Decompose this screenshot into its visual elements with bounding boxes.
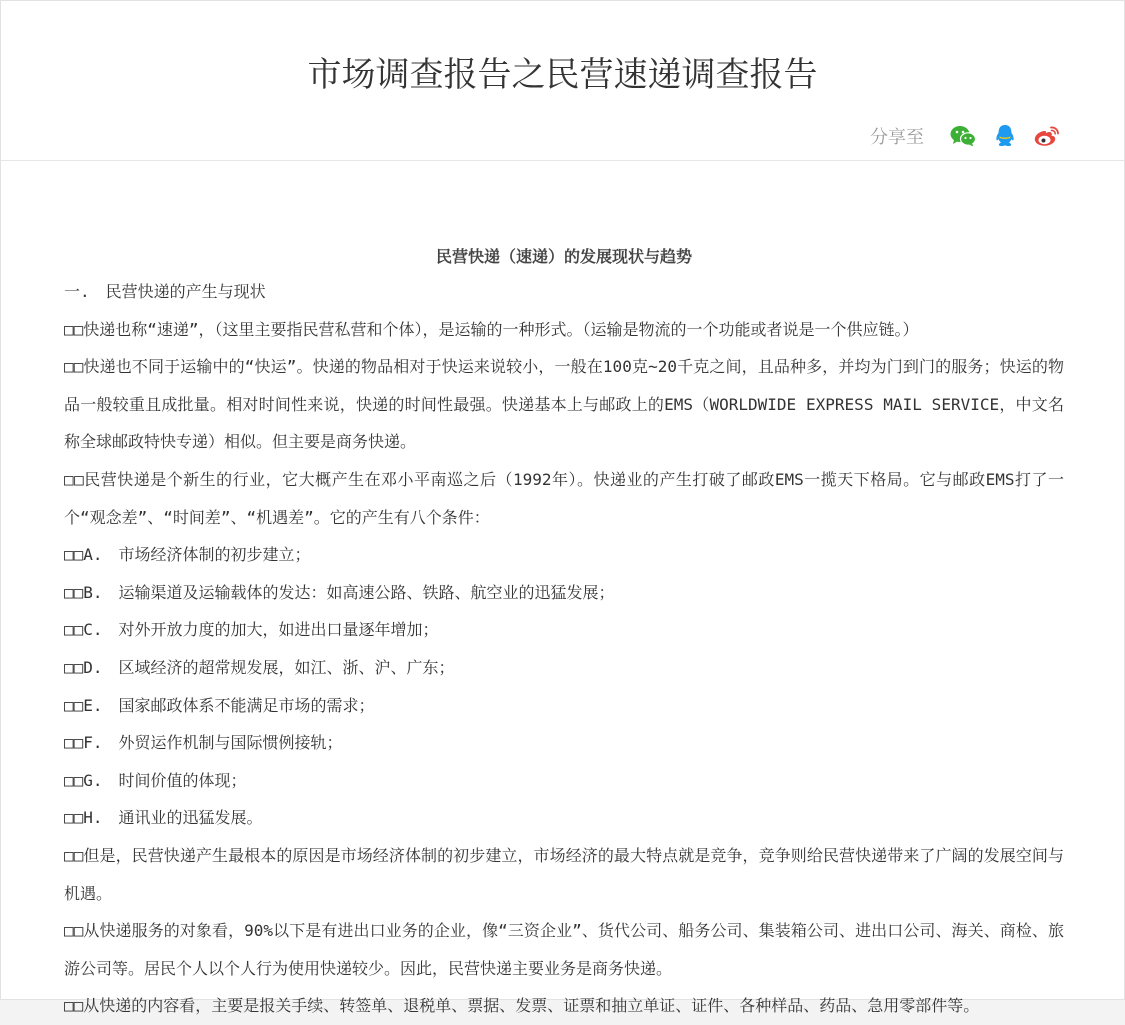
paragraph: □□从快递服务的对象看，90%以下是有进出口业务的企业，像“三资企业”、货代公司、船务公司、集装箱公司、进出口公司、海关、商检、旅游公司等。居民个人以个人行为使用快递较少。因此，民营快递主要业务是商务快递。 [64, 921, 1064, 978]
share-bar [870, 121, 1062, 151]
list-item: □□G. 时间价值的体现； [64, 770, 247, 790]
list-item: □□E. 国家邮政体系不能满足市场的需求； [64, 695, 375, 715]
paragraph: □□民营快递是个新生的行业，它大概产生在邓小平南巡之后（1992年）。快递业的产生打破了邮政EMS一揽天下格局。它与邮政EMS打了一个“观念差”、“时间差”、“机遇差”。它的产生有八个条件： [64, 469, 1064, 527]
list-item: □□H. 通讯业的迅猛发展。 [64, 808, 263, 828]
paragraph: □□快递也称“速递”，（这里主要指民营私营和个体），是运输的一种形式。（运输是物流的一个功能或者说是一个供应链。） [64, 319, 919, 339]
page-title: 市场调查报告之民营速递调查报告 [307, 55, 818, 95]
list-item: □□D. 区域经济的超常规发展，如江、浙、沪、广东； [64, 657, 455, 677]
list-item: □□F. 外贸运作机制与国际惯例接轨； [64, 733, 343, 753]
list-item: □□A. 市场经济体制的初步建立； [64, 545, 311, 565]
weibo-icon[interactable] [1032, 121, 1062, 151]
share-label: 分享至 [870, 127, 924, 148]
paragraph: □□但是，民营快递产生最根本的原因是市场经济体制的初步建立，市场经济的最大特点就是竞争，竞争则给民营快递带来了广阔的发展空间与机遇。 [64, 845, 1064, 903]
article-body [64, 241, 1064, 1025]
section-heading: 一. 民营快递的产生与现状 [64, 282, 266, 301]
article-header [1, 1, 1124, 161]
list-item: □□C. 对外开放力度的加大，如进出口量逐年增加； [64, 620, 439, 640]
wechat-icon[interactable] [948, 121, 978, 151]
qq-icon[interactable] [990, 121, 1020, 151]
list-item: □□B. 运输渠道及运输载体的发达：如高速公路、铁路、航空业的迅猛发展； [64, 582, 615, 602]
article-subtitle: 民营快递（速递）的发展现状与趋势 [435, 247, 692, 266]
paragraph: □□从快递的内容看，主要是报关手续、转签单、退税单、票据、发票、证票和抽立单证、证件、各种样品、药品、急用零部件等。 [64, 996, 980, 1016]
paragraph: □□快递也不同于运输中的“快运”。快递的物品相对于快运来说较小，一般在100克~20千克之间，且品种多，并均为门到门的服务；快运的物品一般较重且成批量。相对时间性来说，快递的时间性最强。快递基本上与邮政上的EMS（WORLDWIDE EXPRESS MAIL SERVICE，中文名称全球邮政特快专递）相似。但主要是商务快递。 [64, 357, 1064, 452]
